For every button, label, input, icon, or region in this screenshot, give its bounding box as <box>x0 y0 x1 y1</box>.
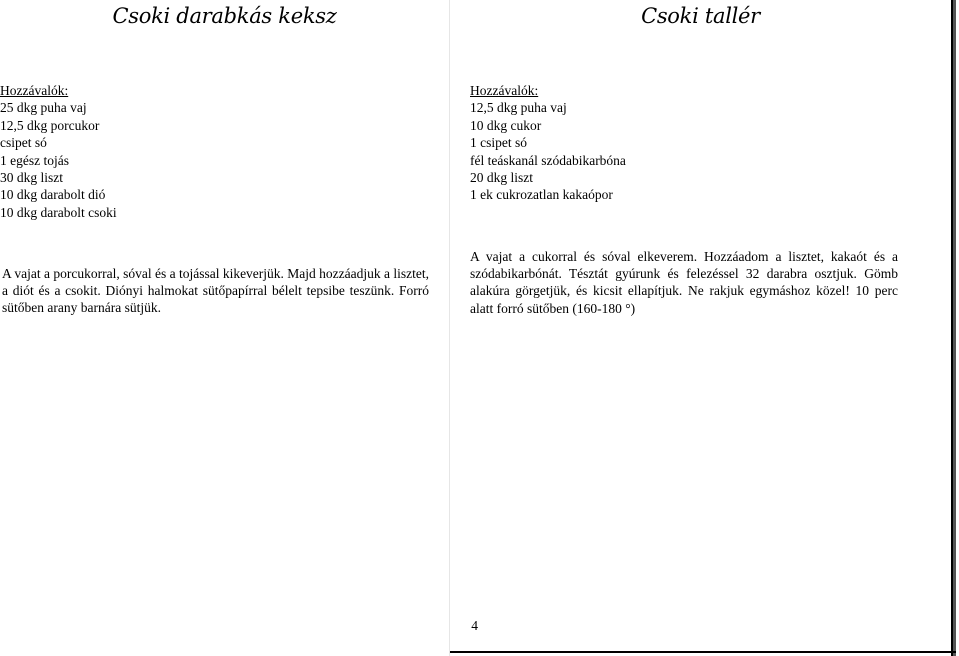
left-recipe-title: Csoki darabkás keksz <box>112 4 337 28</box>
ingredient-item: 12,5 dkg puha vaj <box>470 100 567 116</box>
right-ingredients-block <box>470 82 626 204</box>
left-page <box>0 0 449 656</box>
ingredient-item: fél teáskanál szódabikarbóna <box>470 152 626 168</box>
ingredient-item: 10 dkg cukor <box>470 117 542 133</box>
ingredient-item: 25 dkg puha vaj <box>0 100 87 116</box>
ingredient-item: csipet só <box>0 135 47 151</box>
ingredient-item: 12,5 dkg porcukor <box>0 117 100 133</box>
ingredient-item: 1 egész tojás <box>0 152 69 168</box>
right-ingredients-list <box>470 99 626 203</box>
page-border-bottom <box>450 651 956 653</box>
ingredient-item: 30 dkg liszt <box>0 170 63 186</box>
left-method-text: A vajat a porcukorral, sóval és a tojással kikeverjük. Majd hozzáadjuk a lisztet, a diót és a csokit. Diónyi halmokat sütőpapírral bélelt tepsibe teszünk. Forró sütőben arany barnára sütjük. <box>2 266 429 316</box>
ingredient-item: 1 ek cukrozatlan kakaópor <box>470 187 613 203</box>
right-recipe-title: Csoki tallér <box>641 4 760 28</box>
ingredient-item: 20 dkg liszt <box>470 170 533 186</box>
ingredient-item: 1 csipet só <box>470 135 527 151</box>
left-ingredients-list <box>0 99 117 221</box>
ingredient-item: 10 dkg darabolt dió <box>0 187 106 203</box>
ingredient-item: 10 dkg darabolt csoki <box>0 204 117 220</box>
page-number: 4 <box>471 618 478 633</box>
right-method-text: A vajat a cukorral és sóval elkeverem. Hozzáadom a lisztet, kakaót és a szódabikarbónát. Tésztát gyúrunk és felezéssel 32 darabra osztjuk. Gömb alakúra görgetjük, és kicsit ellapítjuk. Ne rakjuk egymáshoz közel! 10 perc alatt forró sütőben (160-180 °) <box>470 249 898 316</box>
left-ingredients-block <box>0 82 117 221</box>
right-page <box>450 0 959 656</box>
page-shadow-right <box>953 0 956 656</box>
right-ingredients-heading: Hozzávalók: <box>470 83 539 98</box>
left-ingredients-heading: Hozzávalók: <box>0 83 69 98</box>
